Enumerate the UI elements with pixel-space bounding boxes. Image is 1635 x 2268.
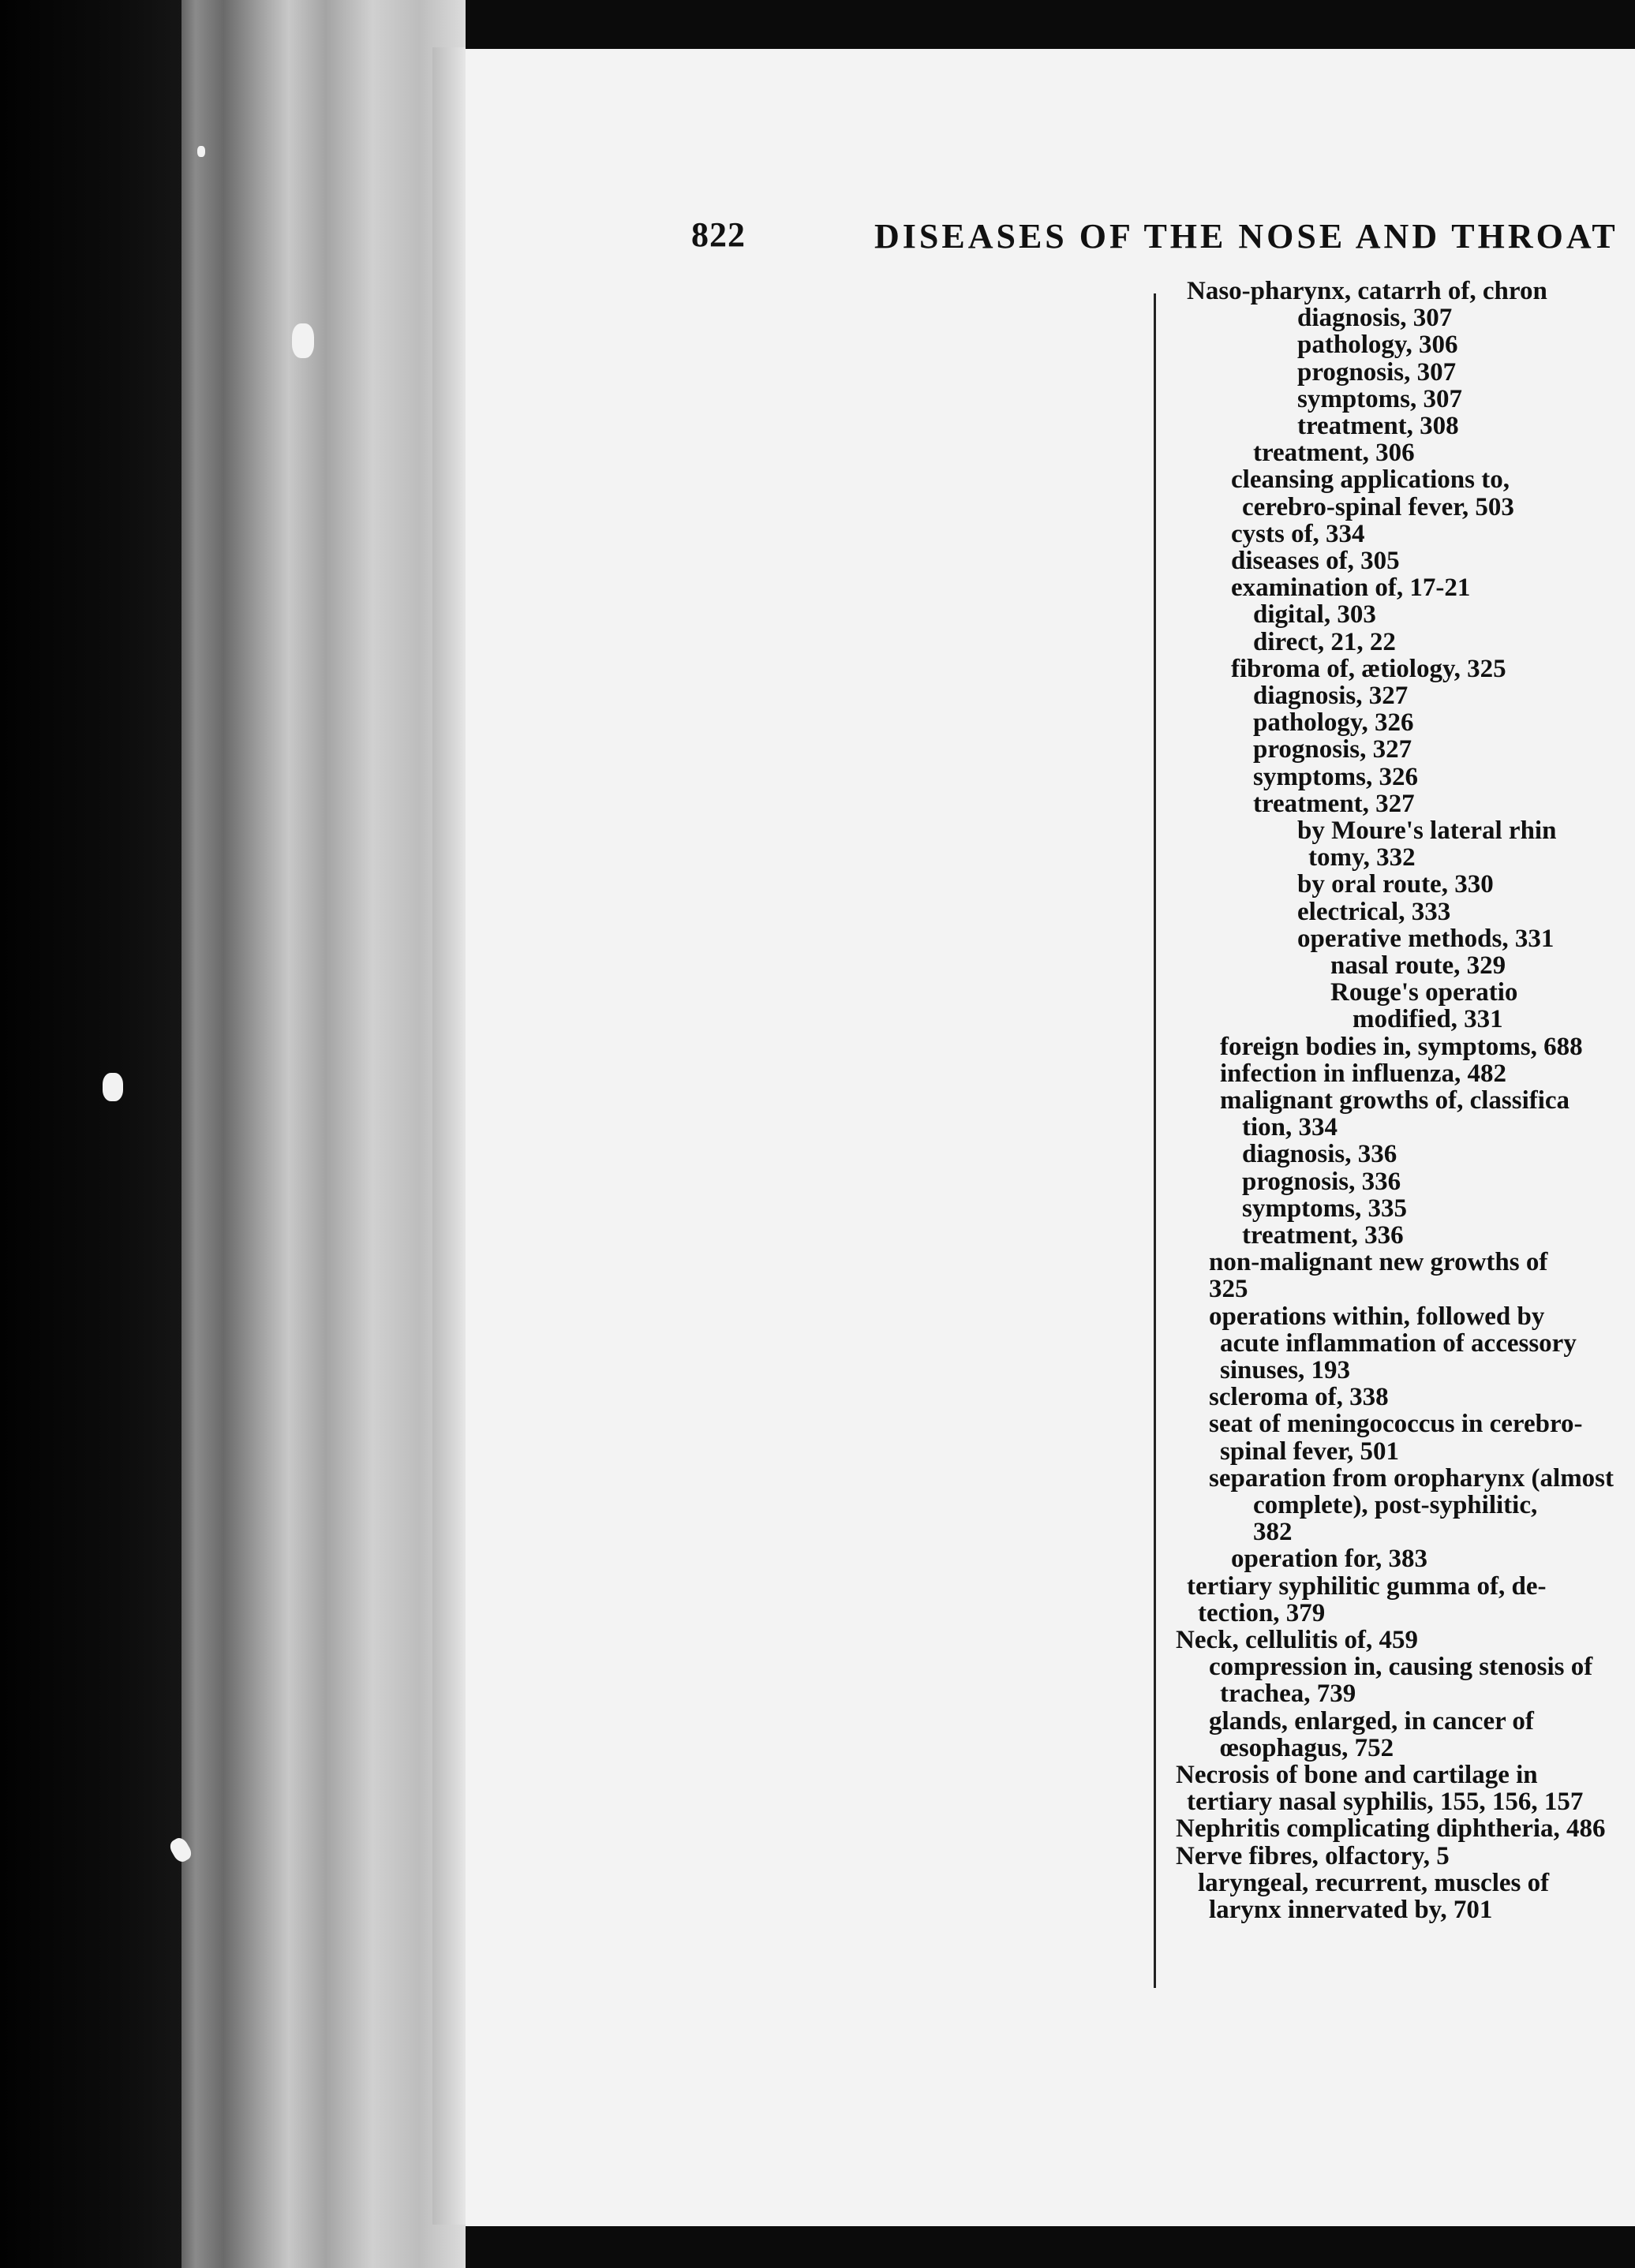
index-entry: fibroma of, ætiology, 325	[1231, 654, 1506, 683]
index-entry: seat of meningococcus in cerebro-	[1209, 1410, 1583, 1439]
index-entry: nasal route, 329	[1330, 951, 1506, 980]
index-entry: symptoms, 335	[1242, 1194, 1408, 1223]
index-entry: pathology, 306	[1297, 331, 1458, 360]
page-number: 822	[691, 215, 746, 254]
index-entry: direct, 21, 22	[1253, 627, 1396, 656]
index-entry: operative methods, 331	[1297, 924, 1555, 953]
index-entry: tertiary syphilitic gumma of, de-	[1187, 1571, 1547, 1601]
index-entry: treatment, 308	[1297, 412, 1459, 440]
index-entry: scleroma of, 338	[1209, 1383, 1389, 1412]
index-entry: electrical, 333	[1297, 897, 1451, 926]
index-entry: tection, 379	[1198, 1598, 1326, 1627]
index-entry: œsophagus, 752	[1220, 1733, 1394, 1762]
index-entry: Nephritis complicating diphtheria, 486	[1176, 1814, 1606, 1844]
index-entry: prognosis, 307	[1297, 357, 1457, 387]
index-entry: tertiary nasal syphilis, 155, 156, 157	[1187, 1788, 1584, 1817]
index-entry: by oral route, 330	[1297, 870, 1494, 899]
index-entry: spinal fever, 501	[1220, 1437, 1400, 1466]
index-entry: tion, 334	[1242, 1113, 1338, 1142]
index-entry: diseases of, 305	[1231, 547, 1400, 575]
index-entry: digital, 303	[1253, 600, 1376, 630]
index-entry: glands, enlarged, in cancer of	[1209, 1706, 1534, 1736]
index-entry: examination of, 17-21	[1231, 574, 1471, 603]
index-entry: diagnosis, 336	[1242, 1140, 1397, 1169]
index-entry: symptoms, 326	[1253, 762, 1419, 791]
index-entry: treatment, 327	[1253, 789, 1415, 818]
index-entry: Nerve fibres, olfactory, 5	[1176, 1841, 1450, 1870]
index-entry: larynx innervated by, 701	[1209, 1896, 1493, 1924]
index-entry: infection in influenza, 482	[1220, 1059, 1507, 1088]
index-column-right	[1174, 278, 1635, 1974]
index-entry: 382	[1253, 1518, 1293, 1547]
book-spine	[0, 0, 181, 2268]
index-entry: prognosis, 336	[1242, 1167, 1401, 1196]
index-entry: by Moure's lateral rhin	[1297, 816, 1557, 845]
index-entry: cleansing applications to,	[1231, 465, 1510, 495]
running-title: DISEASES OF THE NOSE AND THROAT	[874, 217, 1618, 256]
spine-mark	[103, 1073, 123, 1101]
index-entry: diagnosis, 307	[1297, 304, 1453, 333]
index-entry: Naso-pharynx, catarrh of, chron	[1187, 278, 1547, 305]
spine-mark	[197, 146, 205, 157]
index-entry: treatment, 306	[1253, 439, 1415, 468]
index-entry: 325	[1209, 1275, 1248, 1304]
index-entry: diagnosis, 327	[1253, 682, 1409, 710]
index-entry: separation from oropharynx (almost	[1209, 1463, 1614, 1493]
index-entry: acute inflammation of accessory	[1220, 1328, 1577, 1358]
index-entry: cysts of, 334	[1231, 519, 1365, 548]
index-entry: sinuses, 193	[1220, 1356, 1351, 1384]
spine-mark	[292, 323, 314, 358]
index-entry: trachea, 739	[1220, 1680, 1356, 1709]
index-entry: Rouge's operatio	[1330, 978, 1518, 1007]
index-entry: pathology, 326	[1253, 708, 1414, 738]
index-entry: operation for, 383	[1231, 1545, 1428, 1574]
index-entry: prognosis, 327	[1253, 735, 1412, 764]
index-entry: treatment, 336	[1242, 1221, 1404, 1250]
column-divider	[1154, 293, 1156, 1988]
index-entry: laryngeal, recurrent, muscles of	[1198, 1868, 1550, 1897]
index-entry: symptoms, 307	[1297, 384, 1463, 413]
index-entry: cerebro-spinal fever, 503	[1242, 492, 1514, 521]
index-entry: tomy, 332	[1308, 843, 1416, 872]
index-entry: operations within, followed by	[1209, 1302, 1545, 1331]
index-entry: malignant growths of, classifica	[1220, 1086, 1570, 1115]
index-entry: Neck, cellulitis of, 459	[1176, 1626, 1419, 1654]
index-entry: modified, 331	[1353, 1005, 1503, 1034]
index-entry: non-malignant new growths of	[1209, 1248, 1548, 1277]
index-entry: complete), post-syphilitic,	[1253, 1491, 1538, 1519]
index-entry: compression in, causing stenosis of	[1209, 1653, 1593, 1682]
page-gutter-shadow	[432, 47, 466, 2225]
page-header	[691, 215, 1635, 262]
index-entry: Necrosis of bone and cartilage in	[1176, 1761, 1538, 1789]
index-entry: foreign bodies in, symptoms, 688	[1220, 1032, 1583, 1061]
